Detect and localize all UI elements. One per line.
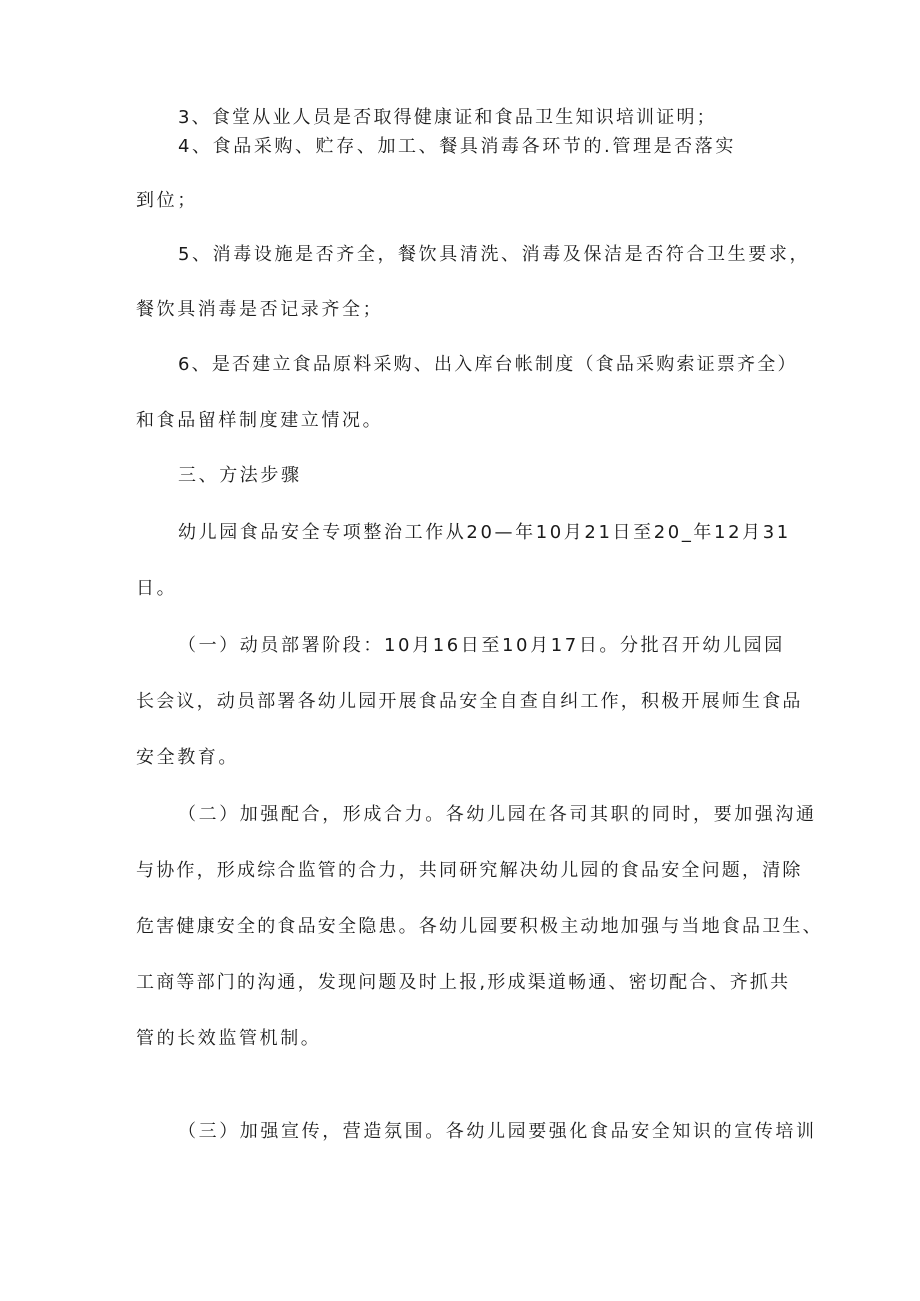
phase-1-line-3: 安全教育。 <box>136 747 239 768</box>
item-3-line: 3、食堂从业人员是否取得健康证和食品卫生知识培训证明； <box>178 107 717 128</box>
timeframe-line-1: 幼儿园食品安全专项整治工作从20—年10月21日至20_年12月31 <box>178 522 791 543</box>
item-5-line-1: 5、消毒设施是否齐全，餐饮具清洗、消毒及保洁是否符合卫生要求， <box>178 244 811 265</box>
item-6-line-1: 6、是否建立食品原料采购、出入库台帐制度（食品采购索证票齐全） <box>178 354 798 375</box>
section-heading: 三、方法步骤 <box>178 465 302 486</box>
phase-2-line-2: 与协作，形成综合监管的合力，共同研究解决幼儿园的食品安全问题，清除 <box>136 860 803 881</box>
phase-3-line-1: （三）加强宣传，营造氛围。各幼儿园要强化食品安全知识的宣传培训 <box>178 1121 817 1142</box>
phase-2-line-4: 工商等部门的沟通，发现问题及时上报,形成渠道畅通、密切配合、齐抓共 <box>136 972 791 993</box>
phase-1-line-2: 长会议，动员部署各幼儿园开展食品安全自查自纠工作，积极开展师生食品 <box>136 691 803 712</box>
item-4-line-2: 到位； <box>136 190 198 211</box>
phase-2-line-3: 危害健康安全的食品安全隐患。各幼儿园要积极主动地加强与当地食品卫生、 <box>136 916 823 937</box>
item-4-line-1: 4、食品采购、贮存、加工、餐具消毒各环节的.管理是否落实 <box>178 136 736 157</box>
timeframe-line-2: 日。 <box>136 578 178 599</box>
item-6-line-2: 和食品留样制度建立情况。 <box>136 410 384 431</box>
phase-1-line-1: （一）动员部署阶段：10月16日至10月17日。分批召开幼儿园园 <box>178 635 785 656</box>
item-5-line-2: 餐饮具消毒是否记录齐全； <box>136 299 384 320</box>
phase-2-line-1: （二）加强配合，形成合力。各幼儿园在各司其职的同时，要加强沟通 <box>178 804 817 825</box>
phase-2-line-5: 管的长效监管机制。 <box>136 1028 322 1049</box>
